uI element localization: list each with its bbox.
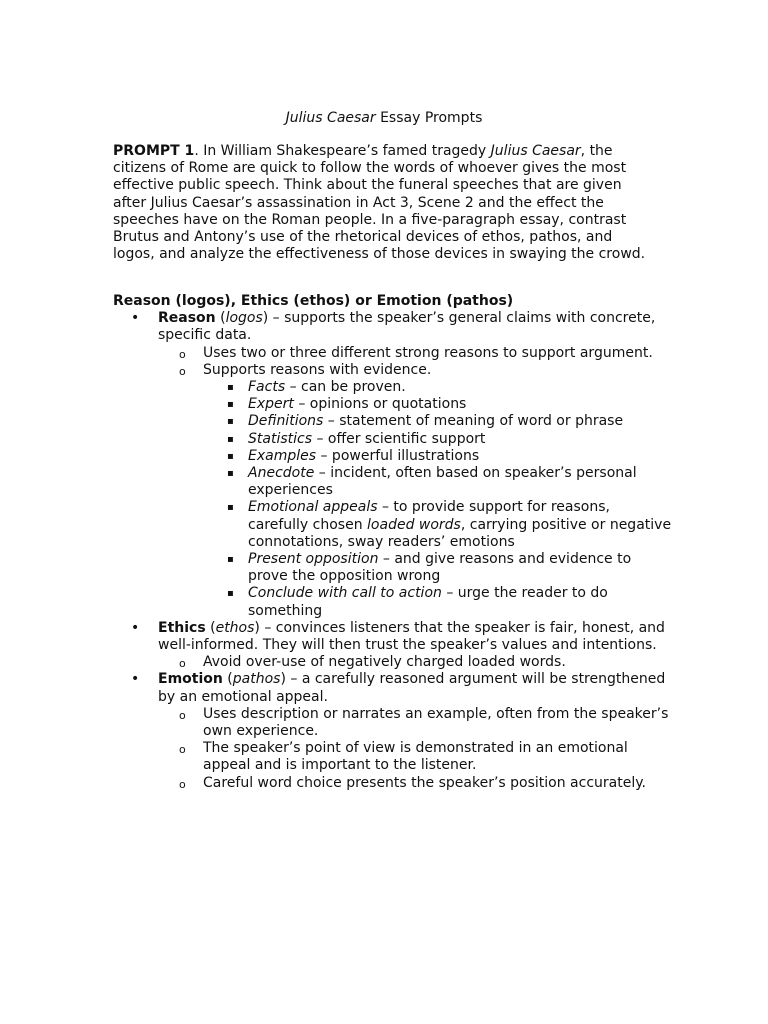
list-item	[158, 345, 673, 362]
prompt-label: PROMPT 1	[113, 143, 195, 159]
latin-term: logos	[225, 310, 263, 327]
term-ethics: Ethics	[158, 619, 206, 636]
list-item-text: Avoid over-use of negatively charged loaded words.	[203, 654, 566, 671]
evidence-term: Definitions	[248, 413, 324, 430]
evidence-term: Conclude with call to action	[248, 585, 442, 602]
prompt-play-name: Julius Caesar	[490, 143, 581, 159]
evidence-desc: – to provide support for reasons, carefully chosen	[248, 499, 610, 533]
rhetoric-section	[113, 293, 673, 792]
list-item	[158, 775, 673, 792]
prompt-text-1: . In William Shakespeare’s famed tragedy	[194, 143, 491, 159]
square-bullet-icon: ▪	[227, 502, 234, 514]
list-item-reason	[113, 310, 673, 620]
list-item-text: Supports reasons with evidence.	[203, 361, 432, 378]
evidence-item	[203, 413, 673, 430]
evidence-desc: – and give reasons and evidence to prove the opposition wrong	[248, 551, 632, 585]
evidence-term: Anecdote	[248, 465, 315, 482]
latin-term: ethos	[215, 619, 255, 636]
circle-bullet-icon: o	[179, 364, 186, 378]
evidence-item	[203, 448, 673, 465]
square-bullet-icon: ▪	[227, 588, 234, 600]
square-bullet-icon: ▪	[227, 433, 234, 445]
evidence-desc: – opinions or quotations	[293, 396, 467, 413]
list-item	[158, 706, 673, 740]
list-item	[158, 740, 673, 774]
bullet-icon: •	[131, 619, 140, 636]
list-item-text: Uses two or three different strong reasons to support argument.	[203, 344, 653, 361]
bullet-icon: •	[131, 671, 140, 688]
circle-bullet-icon: o	[179, 743, 186, 757]
square-bullet-icon: ▪	[227, 399, 234, 411]
emotion-description: ) – a carefully reasoned argument will be strengthened by an emotional appeal.	[158, 671, 666, 705]
evidence-desc: – urge the reader to do something	[248, 585, 608, 619]
prompt-paragraph	[113, 143, 658, 263]
term-emotion: Emotion	[158, 671, 223, 688]
evidence-desc: – can be proven.	[285, 379, 406, 396]
evidence-desc: – statement of meaning of word or phrase	[323, 413, 624, 430]
list-item-emotion	[113, 671, 673, 791]
evidence-desc: , carrying positive or negative connotations, sway readers’ emotions	[248, 516, 672, 550]
evidence-item	[203, 396, 673, 413]
list-item-text: Careful word choice presents the speaker’s position accurately.	[203, 774, 646, 791]
evidence-item	[203, 585, 673, 619]
evidence-item	[203, 431, 673, 448]
rhetoric-list	[113, 310, 673, 792]
list-item	[158, 362, 673, 620]
document-title	[0, 110, 768, 127]
evidence-desc: – incident, often based on speaker’s personal experiences	[248, 465, 637, 499]
evidence-desc: – powerful illustrations	[316, 447, 480, 464]
square-bullet-icon: ▪	[227, 450, 234, 462]
evidence-item	[203, 551, 673, 585]
evidence-term-loaded-words: loaded words	[367, 516, 461, 533]
paren: (	[205, 619, 216, 636]
evidence-item	[203, 499, 673, 551]
evidence-term: Present opposition	[248, 551, 379, 568]
title-play-name: Julius Caesar	[285, 110, 376, 126]
square-bullet-icon: ▪	[227, 468, 234, 480]
ethics-sublist	[158, 654, 673, 671]
circle-bullet-icon: o	[179, 708, 186, 722]
evidence-term: Examples	[248, 447, 317, 464]
evidence-term: Facts	[248, 379, 286, 396]
paren: (	[222, 671, 233, 688]
term-reason: Reason	[158, 310, 216, 327]
list-item-text: The speaker’s point of view is demonstrated in an emotional appeal and is important to the listener.	[203, 740, 628, 774]
list-item-text: Uses description or narrates an example, often from the speaker’s own experience.	[203, 705, 669, 740]
prompt-text-2: , the citizens of Rome are quick to follow the words of whoever gives the most effective public speech. Think about the funeral speeches that are given after Julius Caesar’s assassination in Act 3, Scene 2 and the effect the speeches have on the Roman people. In a five-paragraph essay, contrast Brutus and Antony’s use of the rhetorical devices of ethos, pathos, and logos, and analyze the effectiveness of those devices in swaying the crowd.	[113, 143, 646, 263]
circle-bullet-icon: o	[179, 777, 186, 791]
bullet-icon: •	[131, 310, 140, 327]
paren: (	[215, 310, 226, 327]
emotion-sublist	[158, 706, 673, 792]
evidence-term: Emotional appeals	[248, 499, 378, 516]
evidence-list	[203, 379, 673, 620]
list-item-ethics	[113, 620, 673, 672]
title-rest: Essay Prompts	[375, 110, 483, 126]
square-bullet-icon: ▪	[227, 382, 234, 394]
circle-bullet-icon: o	[179, 347, 186, 361]
section-heading: Reason (logos), Ethics (ethos) or Emotion (pathos)	[113, 293, 514, 309]
circle-bullet-icon: o	[179, 657, 186, 671]
evidence-item	[203, 465, 673, 499]
latin-term: pathos	[232, 671, 281, 688]
evidence-term: Expert	[248, 396, 294, 413]
reason-sublist	[158, 345, 673, 620]
square-bullet-icon: ▪	[227, 554, 234, 566]
reason-description: ) – supports the speaker’s general claims with concrete, specific data.	[158, 310, 656, 344]
ethics-description: ) – convinces listeners that the speaker is fair, honest, and well-informed. They will then trust the speaker’s values and intentions.	[158, 619, 665, 654]
list-item	[158, 654, 673, 671]
evidence-desc: – offer scientific support	[312, 430, 486, 447]
evidence-item	[203, 379, 673, 396]
square-bullet-icon: ▪	[227, 416, 234, 428]
evidence-term: Statistics	[248, 430, 312, 447]
